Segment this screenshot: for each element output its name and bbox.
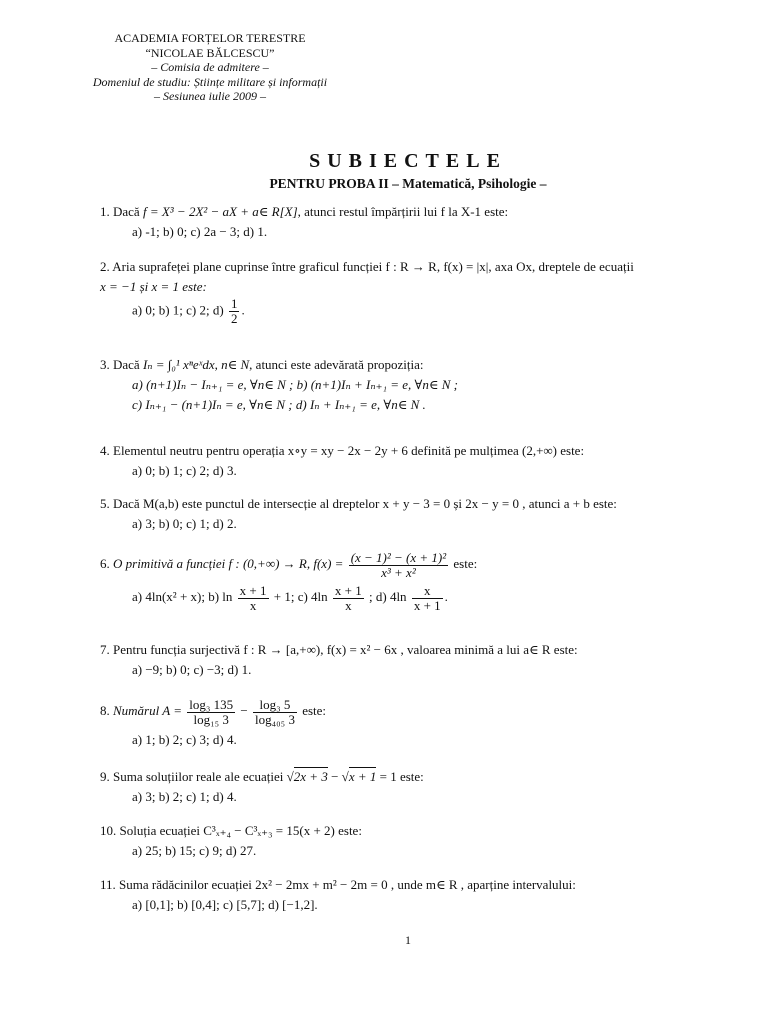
radicand-1: 2x + 3 — [293, 769, 328, 784]
question-expression: f = X³ − 2X² − aX + a∈ R[X] — [142, 204, 298, 219]
question-6 — [100, 548, 720, 614]
question-expression: Iₙ = ∫₀¹ xⁿeˣdx, n∈ N — [142, 357, 250, 372]
minus-sign: − — [331, 769, 339, 784]
question-number: 1. — [100, 204, 110, 219]
fraction-numerator: 1 — [230, 296, 238, 311]
question-lead: Suma soluțiilor reale ale ecuației — [113, 769, 284, 784]
radical-1: √2x + 3 — [286, 769, 328, 784]
question-text: , atunci este adevărată propoziția: — [249, 357, 424, 372]
session-line: – Sesiunea iulie 2009 – — [154, 89, 266, 103]
question-answers: a) 3; b) 0; c) 1; d) 2. — [132, 516, 237, 531]
fraction-denominator: x³ + x² — [381, 564, 416, 580]
question-lead: Dacă — [113, 204, 140, 219]
question-number: 6. — [100, 556, 110, 571]
institution-subname: “NICOLAE BĂLCESCU” — [145, 45, 275, 60]
fraction-numerator: log₃ 5 — [253, 698, 297, 713]
question-answers: a) [0,1]; b) [0,4]; c) [5,7]; d) [−1,2]. — [132, 897, 318, 912]
log-fraction-1 — [187, 698, 235, 727]
page-subtitle: PENTRU PROBA II – Matematică, Psihologie – — [269, 176, 547, 191]
radicand-2: x + 1 — [348, 769, 377, 784]
question-1 — [100, 202, 720, 242]
question-number: 2. — [100, 259, 110, 274]
question-answers-ab: a) (n+1)Iₙ − Iₙ₊₁ = e, ∀n∈ N ; b) (n+1)Iₙ + Iₙ₊₁ = e, ∀n∈ N ; — [132, 377, 458, 392]
function-fraction — [349, 551, 448, 580]
radical-2: √x + 1 — [341, 769, 377, 784]
question-answers: a) −9; b) 0; c) −3; d) 1. — [132, 662, 252, 677]
question-tail: = 1 este: — [379, 769, 424, 784]
question-5 — [100, 494, 720, 534]
question-answers: a) 25; b) 15; c) 9; d) 27. — [132, 843, 257, 858]
question-tail: este: — [302, 703, 327, 718]
question-9 — [100, 767, 720, 807]
question-11 — [100, 875, 720, 915]
question-text: Pentru funcția surjectivă f : R → [a,+∞), f(x) = x² − 6x , valoarea minimă a lui a∈ R este: — [113, 642, 578, 657]
fraction-denominator: x — [345, 597, 352, 613]
committee-line: – Comisia de admitere – — [151, 60, 269, 74]
question-number: 11. — [100, 877, 116, 892]
question-text: Aria suprafeței plane cuprinse între graficul funcției f : R → R, f(x) = |x|, axa Ox, dreptele de ecuații — [112, 259, 634, 274]
question-text: Dacă M(a,b) este punctul de intersecție al dreptelor x + y − 3 = 0 și 2x − y = 0 , atunci a + b este: — [113, 496, 617, 511]
question-3 — [100, 355, 720, 415]
question-lead: O primitivă a funcției f : (0,+∞) → R, f(x) = — [113, 556, 344, 571]
question-text: Elementul neutru pentru operația x∘y = xy − 2x − 2y + 6 definită pe mulțimea (2,+∞) este: — [113, 443, 585, 458]
fraction-denominator: x — [249, 597, 257, 613]
question-answers — [100, 580, 720, 614]
answer-d-fraction — [412, 584, 443, 613]
answer-c-fraction — [333, 584, 364, 613]
question-7 — [100, 640, 720, 680]
question-2 — [100, 257, 720, 326]
answer-d-tail: . — [444, 589, 448, 604]
fraction-numerator: x + 1 — [334, 582, 362, 598]
question-answers: a) 0; b) 1; c) 2; d) 3. — [132, 463, 237, 478]
question-answers: a) -1; b) 0; c) 2a − 3; d) 1. — [132, 224, 268, 239]
question-number: 4. — [100, 443, 110, 458]
answer-fraction — [229, 297, 240, 326]
question-text-continued: x = −1 și x = 1 este: — [100, 279, 207, 294]
answer-c-tail: ; d) 4ln — [369, 589, 407, 604]
answers-text: a) 0; b) 1; c) 2; d) — [132, 302, 224, 318]
fraction-numerator: (x − 1)² − (x + 1)² — [350, 549, 447, 565]
answer-a: a) 4ln(x² + x); b) ln — [132, 589, 233, 604]
fraction-numerator: log₃ 135 — [189, 696, 234, 712]
question-text: Soluția ecuației C³ₓ₊₄ − C³ₓ₊₃ = 15(x + 2) este: — [119, 823, 362, 838]
document-header — [78, 31, 342, 104]
question-answers: a) 1; b) 2; c) 3; d) 4. — [132, 732, 237, 747]
question-tail: este: — [453, 556, 478, 571]
answer-b-tail: + 1; c) 4ln — [273, 589, 328, 604]
fraction-denominator: log₁₅ 3 — [193, 711, 229, 727]
fraction-denominator: x + 1 — [413, 597, 441, 613]
fraction-denominator: 2 — [230, 311, 238, 326]
page-number: 1 — [405, 933, 411, 947]
study-domain-line: Domeniul de studiu: Științe militare și informații — [92, 74, 328, 89]
log-fraction-2 — [253, 698, 297, 727]
question-number: 9. — [100, 769, 110, 784]
question-4 — [100, 441, 720, 481]
answer-b-fraction — [238, 584, 269, 613]
question-text: Suma rădăcinilor ecuației 2x² − 2mx + m² − 2m = 0 , unde m∈ R , aparține intervalului: — [119, 877, 576, 892]
question-lead: Dacă — [113, 357, 140, 372]
question-10 — [100, 821, 720, 861]
question-number: 8. — [100, 703, 110, 718]
question-number: 3. — [100, 357, 110, 372]
question-text: , atunci restul împărțirii lui f la X-1 este: — [297, 204, 509, 219]
question-answers: a) 0; b) 1; c) 2; d) $\frac{1}{2}$ . — [132, 296, 245, 326]
question-lead: Numărul A = — [113, 703, 182, 718]
question-answers: a) 3; b) 2; c) 1; d) 4. — [132, 789, 237, 804]
question-number: 10. — [100, 823, 117, 838]
question-number: 7. — [100, 642, 110, 657]
question-number: 5. — [100, 496, 110, 511]
question-8 — [100, 692, 720, 750]
question-answers-cd: c) Iₙ₊₁ − (n+1)Iₙ = e, ∀n∈ N ; d) Iₙ + Iₙ₊₁ = e, ∀n∈ N . — [132, 397, 426, 412]
institution-name: ACADEMIA FORȚELOR TERESTRE — [114, 31, 306, 45]
page-title: SUBIECTELE — [309, 150, 507, 172]
fraction-numerator: x — [412, 584, 443, 599]
fraction-denominator: log₄₀₅ 3 — [254, 711, 295, 727]
minus-sign: − — [240, 703, 248, 718]
fraction-numerator: x + 1 — [239, 582, 267, 598]
